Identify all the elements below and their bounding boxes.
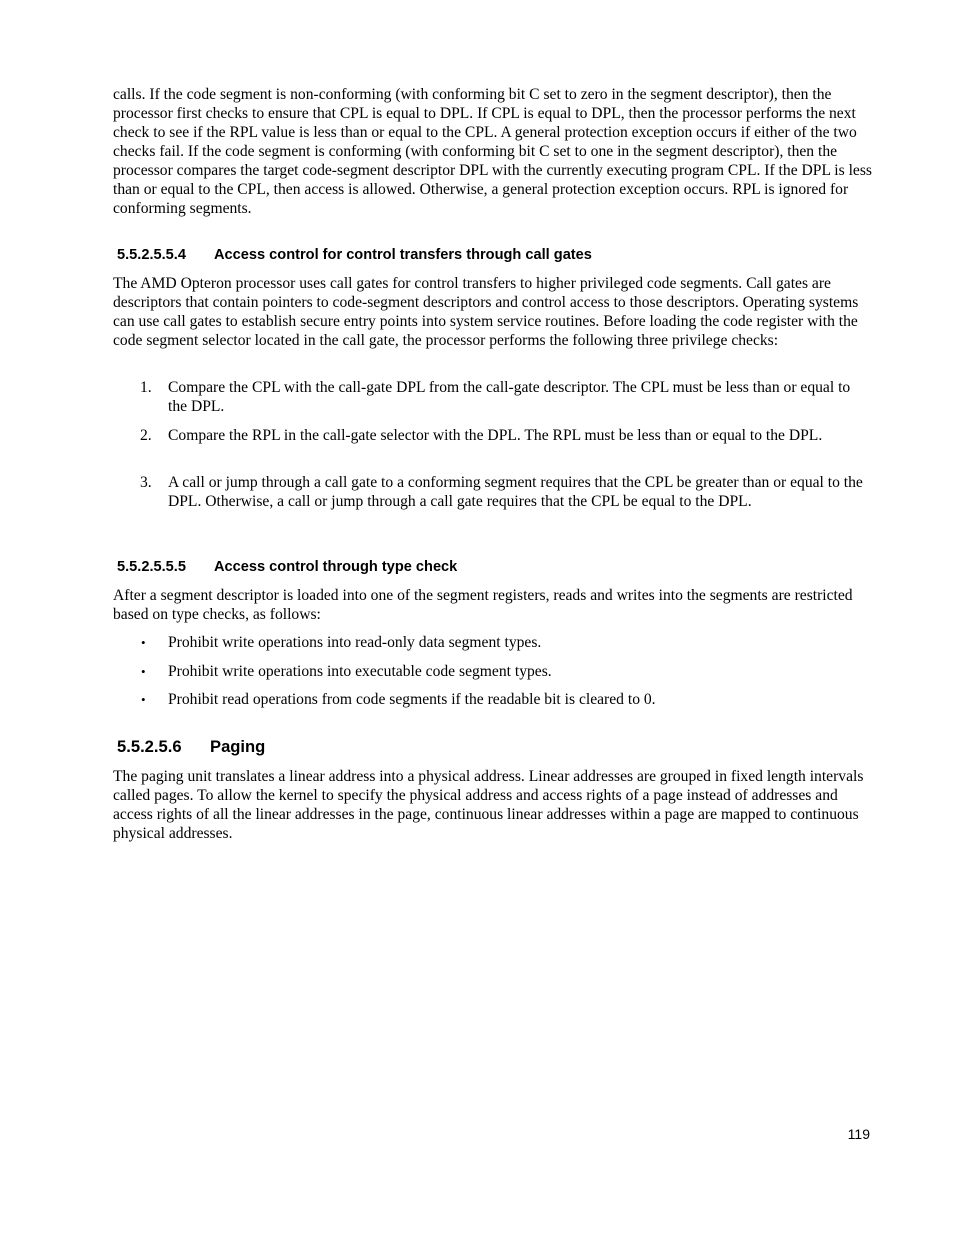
bullet-marker: • [141,692,146,707]
list-item [113,426,873,445]
list-item [113,378,873,416]
bullet-marker: • [141,664,146,679]
list-item-text: Compare the RPL in the call-gate selector with the DPL. The RPL must be less than or equal to the DPL. [168,427,823,444]
bullet-marker: • [141,635,146,650]
list-item-text: Compare the CPL with the call-gate DPL from the call-gate descriptor. The CPL must be less than or equal to the DPL. [168,379,851,415]
section-number: 5.5.2.5.6 [117,737,182,756]
list-item-text: Prohibit write operations into executable code segment types. [168,663,552,680]
list-marker: 2. [140,427,152,444]
page-number: 119 [847,1126,870,1142]
paragraph-type-check: After a segment descriptor is loaded into one of the segment registers, reads and writes into the segments are restricted based on type checks, as follows: [113,587,853,623]
list-marker: 1. [140,379,152,396]
list-item-text: Prohibit write operations into read-only data segment types. [168,634,542,651]
list-item-text: A call or jump through a call gate to a conforming segment requires that the CPL be greater than or equal to the DPL. Otherwise, a call or jump through a call gate requires that the CPL be equal to the DPL. [168,474,863,510]
section-heading-type-check [117,558,457,576]
section-number: 5.5.2.5.5.5 [117,559,186,575]
paragraph-conforming-check: calls. If the code segment is non-conforming (with conforming bit C set to zero in the segment descriptor), then the processor first checks to ensure that CPL is equal to DPL. If CPL is equal to DPL, then the processor performs the next check to see if the RPL value is less than or equal to the CPL. A general protection exception occurs if either of the two checks fail. If the code segment is conforming (with conforming bit C set to one in the segment descriptor), then the processor compares the target code-segment descriptor DPL with the currently executing program CPL. If the DPL is less than or equal to the CPL, then access is allowed. Otherwise, a general protection exception occurs. RPL is ignored for conforming segments. [113,86,872,217]
section-heading-call-gates [117,246,592,264]
section-number: 5.5.2.5.5.4 [117,247,186,263]
list-item [113,662,873,681]
list-marker: 3. [140,474,152,491]
list-item [113,690,873,709]
list-item-text: Prohibit read operations from code segments if the readable bit is cleared to 0. [168,691,656,708]
list-item [113,473,873,511]
paragraph-paging: The paging unit translates a linear address into a physical address. Linear addresses are grouped in fixed length intervals called pages. To allow the kernel to specify the physical address and access rights of a page instead of addresses and access rights of all the linear addresses in the page, continuous linear addresses within a page are mapped to continuous physical addresses. [113,768,864,842]
paragraph-call-gates: The AMD Opteron processor uses call gates for control transfers to higher privileged code segments. Call gates are descriptors that contain pointers to code-segment descriptors and control access to those descriptors. Operating systems can use call gates to establish secure entry points into system service routines. Before loading the code register with the code segment selector located in the call gate, the processor performs the following three privilege checks: [113,275,859,349]
section-title: Access control for control transfers through call gates [214,247,592,263]
list-item [113,633,873,652]
section-title: Access control through type check [214,559,458,575]
section-title: Paging [210,737,266,756]
section-heading-paging [117,737,265,757]
